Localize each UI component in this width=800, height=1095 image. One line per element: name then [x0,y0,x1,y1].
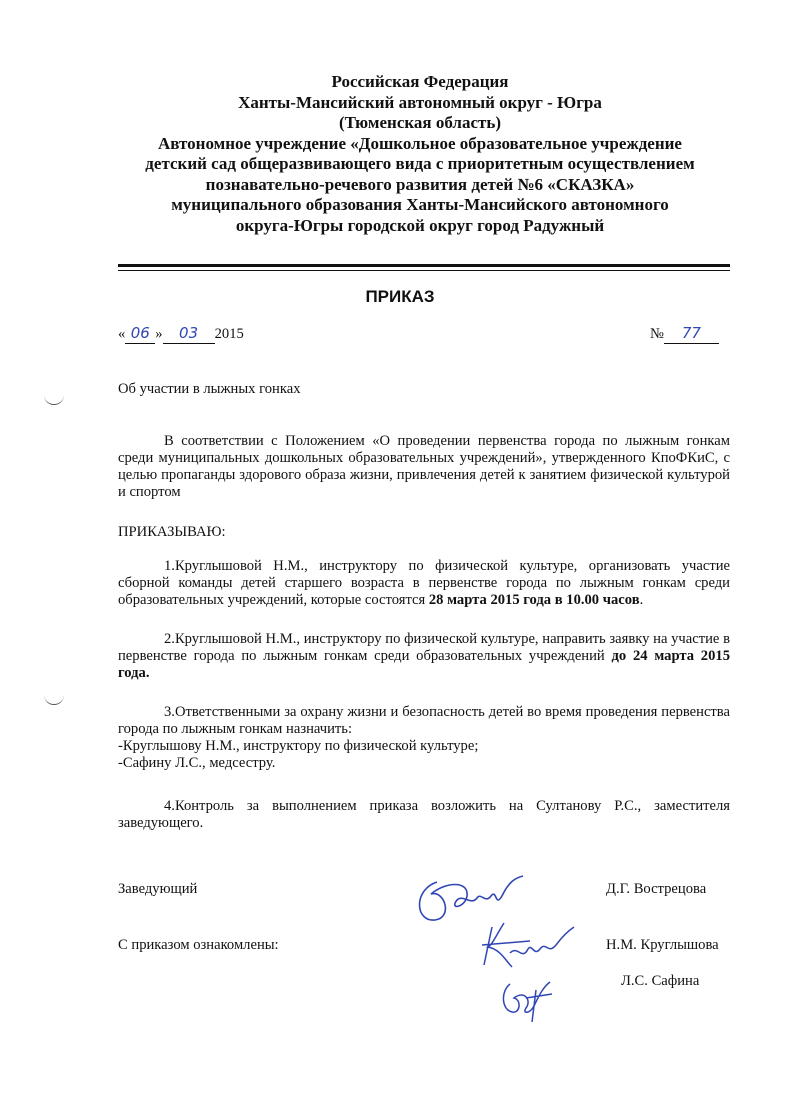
preamble-paragraph: В соответствии с Положением «О проведении первенства города по лыжным гонкам среди муниципальных дошкольных образовательных учреждений», утвержденного КпоФКиС, с целью пропаганды здорового образа жизни, привлечения детей к занятием физической культурой и спортом [118,433,730,500]
order-item-2: 2.Круглышовой Н.М., инструктору по физической культуре, направить заявку на участие в первенстве города по лыжным гонкам среди образовательных учреждений до 24 марта 2015 года. [118,631,730,681]
order-subject: Об участии в лыжных гонках [118,381,301,397]
ack-signature-1 [470,915,580,975]
date-open-quote: « [118,326,126,342]
header-divider-thick [118,264,730,267]
date-close-quote: » [155,326,163,342]
order-item-3-person-1: -Круглышову Н.М., инструктору по физической культуре; [118,738,479,754]
header-divider-thin [118,270,730,271]
date-day: 06 [130,324,150,342]
order-keyword: ПРИКАЗЫВАЮ: [118,524,226,540]
document-title: ПРИКАЗ [365,287,435,306]
acknowledged-label: С приказом ознакомлены: [118,937,279,953]
date-year: 2015 [214,326,244,342]
acknowledged-name-1: Н.М. Круглышова [606,937,719,953]
head-label: Заведующий [118,881,198,897]
ack-signature-2 [492,970,562,1030]
date-month: 03 [179,324,199,342]
binding-mark-bottom [44,692,64,705]
acknowledged-name-2: Л.С. Сафина [621,973,700,989]
header-line-2: Ханты-Мансийский автономный округ - Югра [238,92,602,112]
binding-mark-top [44,392,64,405]
order-item-3: 3.Ответственными за охрану жизни и безопасность детей во время проведения первенства города по лыжным гонкам назначить: [118,704,730,737]
header-line-4: Автономное учреждение «Дошкольное образовательное учреждение [158,133,682,153]
order-item-3-person-2: -Сафину Л.С., медсестру. [118,755,276,771]
order-number [650,325,719,344]
header-line-6: познавательно-речевого развития детей №6 «СКАЗКА» [205,174,635,194]
order-item-4: 4.Контроль за выполнением приказа возложить на Султанову Р.С., заместителя заведующего. [118,798,730,831]
number-value: 77 [681,324,701,342]
order-date [118,325,244,344]
head-name: Д.Г. Вострецова [606,881,707,897]
header-line-5: детский сад общеразвивающего вида с приоритетным осуществлением [145,154,695,173]
institution-header [100,72,740,236]
header-line-1: Российская Федерация [331,72,509,91]
header-line-7: муниципального образования Ханты-Мансийского автономного [171,195,669,214]
order-item-1: 1.Круглышовой Н.М., инструктору по физической культуре, организовать участие сборной команды детей старшего возраста в первенстве города по лыжным гонкам среди образовательных учреждений, которые состоятся 28 марта 2015 года в 10.00 часов. [118,558,730,608]
header-line-8: округа-Югры городской округ город Радужный [235,215,605,235]
header-line-3: (Тюменская область) [338,113,502,132]
number-label: № [650,326,664,342]
